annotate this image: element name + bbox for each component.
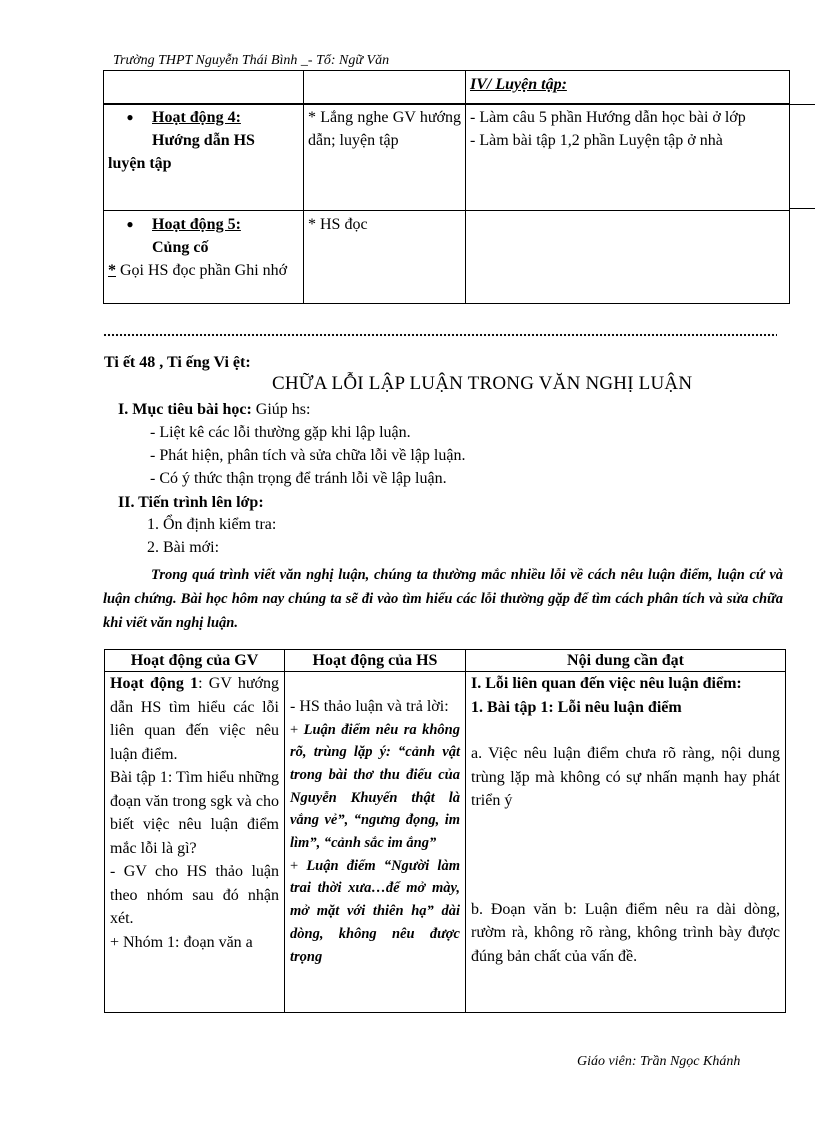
table-row (104, 211, 790, 304)
activity-5-teacher-note: Gọi HS đọc phần Ghi nhớ (116, 262, 288, 279)
content-subheading: 1. Bài tập 1: Lỗi nêu luận điểm (471, 698, 682, 716)
activity-4-content-1: - Làm câu 5 phần Hướng dẫn học bài ở lớp (470, 109, 746, 126)
objective-item: - Liệt kê các lỗi thường gặp khi lập luận. (150, 424, 411, 441)
content-answer-a: a. Việc nêu luận điểm chưa rõ ràng, nội dung trùng lặp mà không có sự nhấn mạnh hay phát triển ý (471, 745, 780, 809)
exercise-1-prompt: Bài tập 1: Tìm hiểu những đoạn văn trong sgk và cho biết việc nêu luận điểm mắc lỗi là gì? (110, 769, 279, 857)
lesson-number: Ti ết 48 , Ti ếng Vi ệt: (104, 354, 251, 371)
group-1-note: + Nhóm 1: đoạn văn a (110, 933, 253, 951)
content-heading: I. Lỗi liên quan đến việc nêu luận điểm: (471, 675, 742, 692)
col-header-gv: Hoạt động của GV (105, 650, 285, 672)
activity-4-content-2: - Làm bài tập 1,2 phần Luyện tập ở nhà (470, 132, 723, 149)
section-objectives (118, 401, 310, 419)
activity-5-student: * HS đọc (304, 211, 466, 304)
practice-heading: IV/ Luyện tập: (470, 76, 567, 93)
activity-4-desc: Hướng dẫn HS (152, 132, 255, 149)
table-row (104, 104, 790, 211)
table-overflow-line (789, 208, 815, 209)
activity-4-title: Hoạt động 4: (152, 109, 241, 126)
page-header: Trường THPT Nguyễn Thái Bình _- Tổ: Ngữ Văn (113, 53, 390, 68)
discussion-instruction: - GV cho HS thảo luận theo nhóm sau đó nhận xét. (110, 863, 279, 927)
procedure-step: 2. Bài mới: (147, 539, 220, 556)
activity-1-label: Hoạt động 1 (110, 675, 199, 692)
hs-cell (285, 672, 466, 1013)
dotted-separator (103, 333, 777, 337)
activity-5-title: Hoạt động 5: (152, 216, 241, 233)
table-header-row (105, 650, 786, 672)
hs-item-1: Luận điểm nêu ra không rõ, trùng lặp ý: “cảnh vật trong bài thơ thu điếu của Nguyễn Khuyến thật là vắng vẻ”, “ngưng đọng, im lìm”, “cảnh sắc im ắng” (290, 721, 460, 852)
bullet-icon: ● (126, 217, 134, 231)
content-cell (466, 672, 786, 1013)
plus-mark: + (290, 857, 307, 874)
hs-item-2: Luận điểm “Người làm trai thời xưa…để mở mày, mở mặt với thiên hạ” dài dòng, không nêu được trọng (290, 857, 460, 965)
content-answer-b: b. Đoạn văn b: Luận điểm nêu ra dài dòng, rườm rà, không rõ ràng, không trình bày được đúng bản chất của vấn đề. (471, 900, 780, 965)
activity-4-desc-2: luyện tập (108, 155, 172, 172)
table-overflow-line (103, 104, 815, 105)
section-procedure-label: II. Tiến trình lên lớp: (118, 494, 264, 511)
top-activity-table (103, 70, 790, 304)
lesson-activity-table (104, 649, 786, 1013)
table-row (104, 71, 790, 104)
table-row (105, 672, 786, 1013)
activity-1-text: : GV hướng dẫn HS tìm hiểu các lỗi liên quan đến việc nêu luận điểm. (110, 675, 279, 763)
section-objectives-label: I. Mục tiêu bài học: (118, 401, 252, 418)
objective-item: - Có ý thức thận trọng để tránh lỗi về lập luận. (150, 470, 447, 487)
col-header-hs: Hoạt động của HS (285, 650, 466, 672)
activity-4-student: * Lắng nghe GV hướng dẫn; luyện tập (304, 104, 466, 211)
lesson-title: CHỮA LỖI LẬP LUẬN TRONG VĂN NGHỊ LUẬN (272, 373, 693, 394)
plus-mark: + (290, 721, 304, 738)
lesson-intro: Trong quá trình viết văn nghị luận, chúng ta thường mắc nhiều lỗi về cách nêu luận điểm, luận cứ và luận chứng. Bài học hôm nay chúng ta sẽ đi vào tìm hiểu các lỗi thường gặp để tìm cách phân tích và sửa chữa khi viết văn nghị luận. (103, 567, 783, 631)
bullet-icon: ● (126, 110, 134, 124)
page-footer: Giáo viên: Trần Ngọc Khánh (577, 1054, 741, 1069)
star-mark: * (108, 262, 116, 279)
activity-5-desc: Củng cố (152, 239, 209, 256)
hs-response: - HS thảo luận và trả lời: (290, 698, 449, 715)
section-objectives-suffix: Giúp hs: (251, 401, 311, 418)
procedure-step: 1. Ổn định kiểm tra: (147, 516, 277, 533)
gv-cell (105, 672, 285, 1013)
col-header-content: Nội dung cần đạt (466, 650, 786, 672)
objective-item: - Phát hiện, phân tích và sửa chữa lỗi về lập luận. (150, 447, 466, 464)
